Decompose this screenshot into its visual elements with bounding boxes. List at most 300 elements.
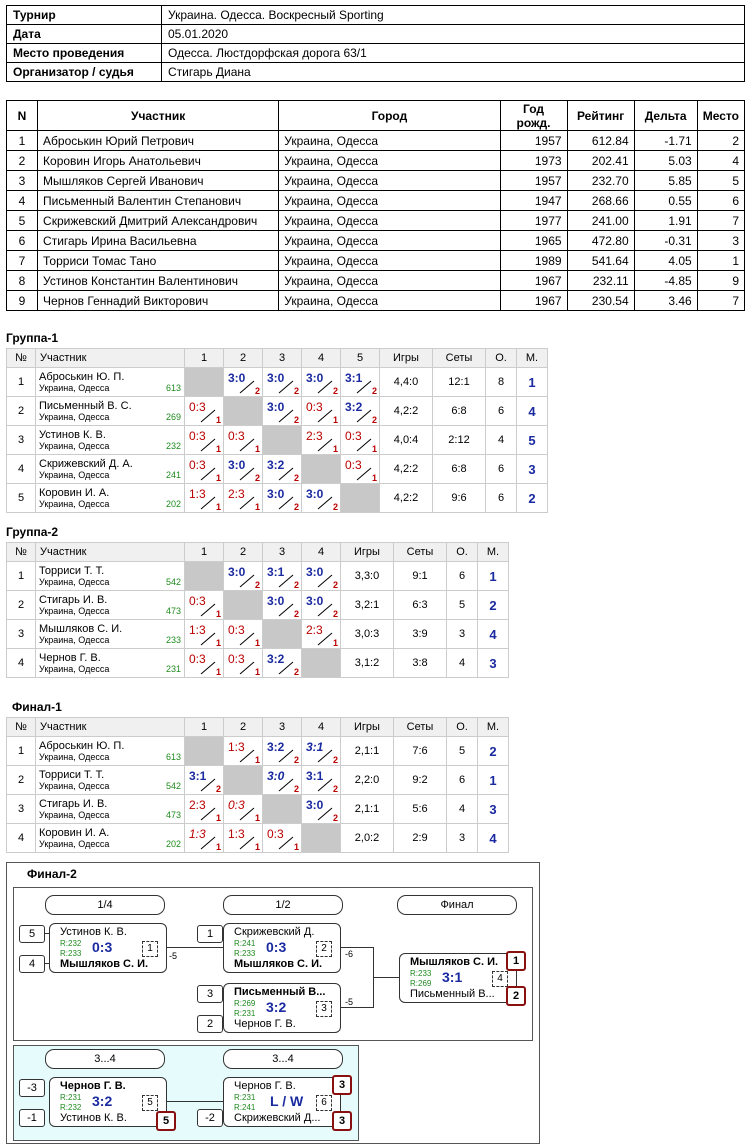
score-cell[interactable] [263, 562, 302, 591]
participants-header: Участник [38, 101, 279, 131]
score-value: 3:2 [267, 652, 285, 666]
score-points: 1 [254, 813, 260, 823]
score-points: 2 [371, 386, 377, 396]
score-value: 3:0 [267, 769, 285, 783]
score-cell[interactable] [185, 766, 224, 795]
player-name: Коровин И. А. [39, 486, 110, 499]
col-opponent: 1 [185, 543, 224, 562]
sets-value: 7:6 [394, 737, 447, 766]
match-3[interactable] [223, 983, 341, 1033]
score-value: 0:3 [228, 652, 245, 666]
table-row [7, 251, 745, 271]
participants-cell: Торриси Томас Тано [38, 251, 279, 271]
sets-value: 9:6 [433, 484, 486, 513]
m2-rating2: R:233 [234, 949, 256, 958]
participants-cell: Аброськин Юрий Петрович [38, 131, 279, 151]
points-value: 5 [447, 591, 478, 620]
participants-cell: 5.85 [634, 171, 697, 191]
player-city-line [39, 577, 181, 588]
player-city: Украина, Одесса [39, 469, 110, 480]
score-value: 0:3 [306, 400, 323, 414]
score-points: 2 [332, 609, 338, 619]
player-cell [36, 766, 185, 795]
score-points: 1 [254, 755, 260, 765]
participants-cell: Украина, Одесса [279, 131, 500, 151]
score-cell[interactable] [302, 591, 341, 620]
self-cell [185, 368, 224, 397]
sets-value: 3:9 [394, 620, 447, 649]
participants-cell: 0.55 [634, 191, 697, 211]
score-value: 2:3 [306, 623, 323, 637]
player-city-line [39, 839, 181, 850]
row-number: 1 [7, 737, 36, 766]
score-cell[interactable] [224, 426, 263, 455]
table-row [7, 795, 509, 824]
player-rating: 241 [165, 469, 181, 480]
sets-value: 6:8 [433, 397, 486, 426]
player-cell [36, 368, 185, 397]
player-name: Аброськин Ю. П. [39, 739, 125, 752]
score-cell[interactable] [185, 620, 224, 649]
col-n: № [7, 543, 36, 562]
m1-number: 1 [142, 941, 158, 957]
points-value: 3 [447, 824, 478, 853]
self-cell [224, 397, 263, 426]
table-row [7, 562, 509, 591]
m3-rating1: R:269 [234, 999, 256, 1008]
col-sets: Сеты [394, 718, 447, 737]
score-cell[interactable] [224, 649, 263, 678]
score-cell[interactable] [224, 484, 263, 513]
self-cell [185, 737, 224, 766]
player-city: Украина, Одесса [39, 498, 110, 509]
participants-cell: Коровин Игорь Анатольевич [38, 151, 279, 171]
info-row [7, 44, 745, 63]
score-value: 3:0 [306, 798, 324, 812]
score-points: 1 [293, 842, 299, 852]
participants-cell: Письменный Валентин Степанович [38, 191, 279, 211]
points-value: 5 [447, 737, 478, 766]
score-points: 1 [254, 444, 260, 454]
player-cell [36, 484, 185, 513]
participants-cell: 5 [697, 171, 744, 191]
row-number: 3 [7, 426, 36, 455]
match-6[interactable] [223, 1077, 341, 1127]
player-name: Стигарь И. В. [39, 797, 108, 810]
participants-cell: 3 [697, 231, 744, 251]
row-number: 2 [7, 591, 36, 620]
score-cell[interactable] [263, 649, 302, 678]
seed-m2-top: 1 [197, 925, 223, 943]
games-value: 2,1:1 [341, 795, 394, 824]
place-value: 1 [517, 368, 548, 397]
m5-player1: Чернов Г. В. [60, 1080, 126, 1092]
participants-cell: Чернов Геннадий Викторович [38, 291, 279, 311]
score-cell[interactable] [302, 620, 341, 649]
sets-value: 2:9 [394, 824, 447, 853]
row-number: 2 [7, 766, 36, 795]
participants-cell: 9 [697, 271, 744, 291]
player-city: Украина, Одесса [39, 634, 110, 645]
score-cell[interactable] [263, 397, 302, 426]
rank-m6-bottom: 3 [332, 1111, 352, 1131]
player-city: Украина, Одесса [39, 411, 110, 422]
match-4-final[interactable] [399, 953, 517, 1003]
score-cell[interactable] [263, 766, 302, 795]
score-cell[interactable] [302, 484, 341, 513]
table-row [7, 397, 548, 426]
m5-number: 5 [142, 1095, 158, 1111]
score-cell[interactable] [224, 368, 263, 397]
score-cell[interactable] [185, 426, 224, 455]
player-city: Украина, Одесса [39, 751, 110, 762]
m4-score: 3:1 [442, 969, 463, 985]
score-cell[interactable] [224, 795, 263, 824]
score-cell[interactable] [302, 737, 341, 766]
m6-player2: Скрижевский Д... [234, 1112, 321, 1124]
score-points: 1 [215, 473, 221, 483]
place-value: 3 [478, 649, 509, 678]
table-row [7, 620, 509, 649]
score-cell[interactable] [224, 824, 263, 853]
info-row [7, 63, 745, 82]
score-value: 3:0 [306, 565, 324, 579]
table-row [7, 455, 548, 484]
info-value: Одесса. Люстдорфская дорога 63/1 [162, 44, 745, 63]
participants-cell: 241.00 [567, 211, 634, 231]
score-value: 2:3 [189, 798, 206, 812]
self-cell [263, 426, 302, 455]
score-value: 2:3 [228, 487, 245, 501]
player-cell [36, 455, 185, 484]
score-value: 0:3 [189, 458, 206, 472]
player-rating: 542 [165, 780, 181, 791]
col-opponent: 2 [224, 718, 263, 737]
participants-cell: 7 [697, 291, 744, 311]
player-name: Чернов Г. В. [39, 651, 101, 664]
rank-m6-top: 3 [332, 1075, 352, 1095]
player-city-line [39, 412, 181, 423]
info-label: Турнир [7, 6, 162, 25]
score-cell[interactable] [302, 766, 341, 795]
info-value: Украина. Одесса. Воскресный Sporting [162, 6, 745, 25]
table-row [7, 291, 745, 311]
player-city-line [39, 606, 181, 617]
m3-player2: Чернов Г. В. [234, 1018, 296, 1030]
participants-cell: 202.41 [567, 151, 634, 171]
participants-cell: 6 [697, 191, 744, 211]
participants-cell: 4 [7, 191, 38, 211]
score-value: 3:0 [228, 565, 246, 579]
group-title: Финал-1 [12, 700, 62, 714]
player-city-line [39, 752, 181, 763]
score-points: 2 [293, 609, 299, 619]
score-value: 0:3 [189, 652, 206, 666]
participants-cell: Устинов Константин Валентинович [38, 271, 279, 291]
score-points: 1 [371, 444, 377, 454]
score-points: 1 [332, 444, 338, 454]
table-row [7, 484, 548, 513]
tournament-info [6, 5, 745, 82]
score-cell[interactable] [302, 368, 341, 397]
participants-cell: 3 [7, 171, 38, 191]
participants-cell: 1973 [500, 151, 567, 171]
row-number: 3 [7, 620, 36, 649]
m2-player2: Мышляков С. И. [234, 958, 323, 970]
games-value: 4,2:2 [380, 455, 433, 484]
table-row [7, 737, 509, 766]
score-points: 2 [332, 580, 338, 590]
m6-score: L / W [270, 1093, 304, 1109]
row-number: 4 [7, 455, 36, 484]
player-city: Украина, Одесса [39, 440, 110, 451]
score-cell[interactable] [224, 620, 263, 649]
match-1[interactable] [49, 923, 167, 973]
rank-m5-bottom: 5 [156, 1111, 176, 1131]
sets-value: 9:1 [394, 562, 447, 591]
participants-cell: Украина, Одесса [279, 151, 500, 171]
sets-value: 5:6 [394, 795, 447, 824]
score-cell[interactable] [341, 455, 380, 484]
place-value: 3 [478, 795, 509, 824]
score-value: 3:0 [267, 371, 285, 385]
score-value: 0:3 [267, 827, 284, 841]
participants-table [6, 100, 745, 311]
participants-cell: 268.66 [567, 191, 634, 211]
score-value: 3:0 [267, 400, 285, 414]
participants-cell: -0.31 [634, 231, 697, 251]
self-cell [263, 795, 302, 824]
group-title: Группа-2 [6, 525, 59, 539]
player-city-line [39, 635, 181, 646]
participants-cell: Украина, Одесса [279, 291, 500, 311]
participants-cell: 2 [7, 151, 38, 171]
score-value: 0:3 [189, 594, 206, 608]
participants-cell: 7 [7, 251, 38, 271]
player-name: Торриси Т. Т. [39, 564, 105, 577]
score-cell[interactable] [185, 455, 224, 484]
col-participant: Участник [36, 349, 185, 368]
score-points: 2 [332, 386, 338, 396]
participants-header: Дельта [634, 101, 697, 131]
score-points: 2 [332, 813, 338, 823]
player-city: Украина, Одесса [39, 809, 110, 820]
score-value: 3:0 [306, 487, 324, 501]
table-row [7, 426, 548, 455]
m5-rating2: R:232 [60, 1103, 82, 1112]
match-5[interactable] [49, 1077, 167, 1127]
score-cell[interactable] [263, 591, 302, 620]
player-city-line [39, 441, 181, 452]
participants-cell: 1.91 [634, 211, 697, 231]
player-cell [36, 737, 185, 766]
m3-next: -5 [345, 997, 354, 1007]
player-city: Украина, Одесса [39, 663, 110, 674]
col-opponent: 1 [185, 718, 224, 737]
participants-cell: 1947 [500, 191, 567, 211]
player-rating: 473 [165, 809, 181, 820]
participants-header: N [7, 101, 38, 131]
participants-cell: 7 [697, 211, 744, 231]
place-value: 2 [478, 591, 509, 620]
player-name: Коровин И. А. [39, 826, 110, 839]
player-city-line [39, 781, 181, 792]
col-opponent: 2 [224, 349, 263, 368]
score-cell[interactable] [302, 397, 341, 426]
self-cell [302, 455, 341, 484]
m1-rating1: R:232 [60, 939, 82, 948]
points-value: 8 [486, 368, 517, 397]
participants-cell: 1957 [500, 131, 567, 151]
col-place: М. [478, 543, 509, 562]
score-value: 3:1 [267, 565, 285, 579]
score-cell[interactable] [263, 368, 302, 397]
score-value: 1:3 [228, 827, 245, 841]
self-cell [224, 591, 263, 620]
score-points: 1 [215, 502, 221, 512]
player-city: Украина, Одесса [39, 605, 110, 616]
m3-rating2: R:231 [234, 1009, 256, 1018]
player-cell [36, 426, 185, 455]
info-label: Дата [7, 25, 162, 44]
place-value: 2 [478, 737, 509, 766]
rank-m4-top: 1 [506, 951, 526, 971]
table-row [7, 649, 509, 678]
col-place: М. [517, 349, 548, 368]
score-points: 1 [215, 609, 221, 619]
games-value: 2,0:2 [341, 824, 394, 853]
score-points: 2 [215, 784, 221, 794]
m3-score: 3:2 [266, 999, 287, 1015]
participants-cell: 232.70 [567, 171, 634, 191]
participants-cell: Украина, Одесса [279, 231, 500, 251]
place-value: 2 [517, 484, 548, 513]
score-cell[interactable] [263, 737, 302, 766]
match-2[interactable] [223, 923, 341, 973]
score-cell[interactable] [263, 824, 302, 853]
score-cell[interactable] [185, 649, 224, 678]
group-title: Группа-1 [6, 331, 59, 345]
table-row [7, 211, 745, 231]
score-cell[interactable] [185, 397, 224, 426]
self-cell [302, 649, 341, 678]
participants-header: Место [697, 101, 744, 131]
player-city-line [39, 470, 181, 481]
games-value: 4,2:2 [380, 397, 433, 426]
score-value: 0:3 [228, 623, 245, 637]
score-cell[interactable] [185, 484, 224, 513]
player-rating: 613 [165, 751, 181, 762]
group-table [6, 542, 509, 678]
sets-value: 12:1 [433, 368, 486, 397]
m3-number: 3 [316, 1001, 332, 1017]
col-place: М. [478, 718, 509, 737]
player-city-line [39, 810, 181, 821]
score-cell[interactable] [341, 368, 380, 397]
participants-cell: Мышляков Сергей Иванович [38, 171, 279, 191]
info-value: Стигарь Диана [162, 63, 745, 82]
table-row [7, 824, 509, 853]
score-points: 1 [371, 473, 377, 483]
col-points: О. [447, 543, 478, 562]
m6-rating2: R:241 [234, 1103, 256, 1112]
score-cell[interactable] [224, 562, 263, 591]
score-points: 2 [293, 502, 299, 512]
col-n: № [7, 718, 36, 737]
m4-number: 4 [492, 971, 508, 987]
score-value: 0:3 [228, 798, 245, 812]
m3-player1: Письменный В... [234, 986, 326, 998]
m4-rating2: R:269 [410, 979, 432, 988]
table-row [7, 368, 548, 397]
score-cell[interactable] [185, 591, 224, 620]
col-opponent: 3 [263, 349, 302, 368]
player-name: Скрижевский Д. А. [39, 457, 133, 470]
score-value: 3:1 [189, 769, 207, 783]
score-cell[interactable] [224, 455, 263, 484]
m1-player1: Устинов К. В. [60, 926, 127, 938]
score-cell[interactable] [185, 824, 224, 853]
score-cell[interactable] [185, 795, 224, 824]
info-row [7, 6, 745, 25]
m1-rating2: R:233 [60, 949, 82, 958]
score-cell[interactable] [263, 455, 302, 484]
score-points: 2 [332, 502, 338, 512]
score-cell[interactable] [341, 397, 380, 426]
games-value: 2,1:1 [341, 737, 394, 766]
score-cell[interactable] [224, 737, 263, 766]
player-cell [36, 397, 185, 426]
participants-cell: Стигарь Ирина Васильевна [38, 231, 279, 251]
score-points: 1 [254, 842, 260, 852]
games-value: 3,3:0 [341, 562, 394, 591]
score-cell[interactable] [302, 426, 341, 455]
score-value: 0:3 [345, 458, 362, 472]
player-name: Устинов К. В. [39, 428, 106, 441]
score-cell[interactable] [263, 484, 302, 513]
place-value: 1 [478, 562, 509, 591]
player-rating: 473 [165, 605, 181, 616]
score-cell[interactable] [302, 795, 341, 824]
self-cell [224, 766, 263, 795]
score-points: 1 [332, 415, 338, 425]
participants-cell: 1957 [500, 171, 567, 191]
score-value: 0:3 [189, 429, 206, 443]
score-value: 3:0 [267, 594, 285, 608]
col-opponent: 4 [302, 543, 341, 562]
participants-cell: 1989 [500, 251, 567, 271]
player-rating: 613 [165, 382, 181, 393]
participants-cell: Скрижевский Дмитрий Александрович [38, 211, 279, 231]
sets-value: 6:3 [394, 591, 447, 620]
info-label: Место проведения [7, 44, 162, 63]
row-number: 4 [7, 649, 36, 678]
games-value: 3,1:2 [341, 649, 394, 678]
participants-header: Город [279, 101, 500, 131]
score-cell[interactable] [341, 426, 380, 455]
header-34-left: 3...4 [45, 1049, 165, 1069]
player-rating: 202 [165, 838, 181, 849]
score-points: 2 [293, 415, 299, 425]
col-games: Игры [341, 718, 394, 737]
col-points: О. [447, 718, 478, 737]
points-value: 6 [447, 562, 478, 591]
sets-value: 2:12 [433, 426, 486, 455]
points-value: 4 [447, 649, 478, 678]
points-value: 6 [486, 484, 517, 513]
score-cell[interactable] [302, 562, 341, 591]
score-value: 3:1 [306, 740, 324, 754]
